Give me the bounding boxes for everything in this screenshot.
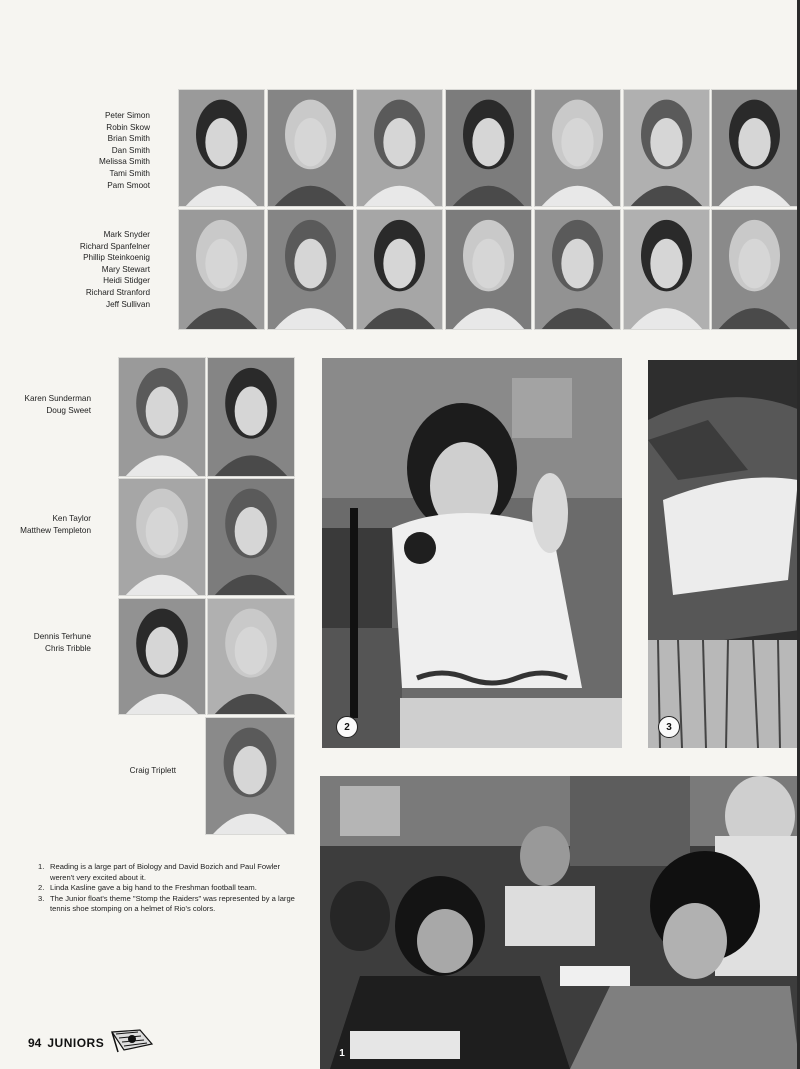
student-portrait [534,89,621,207]
caption-item: 1. Reading is a large part of Biology and David Bozich and Paul Fowler weren't very excited about it. [38,862,281,882]
student-portrait [356,89,443,207]
names-row-3 [25,393,91,416]
student-portrait [445,209,532,330]
photo-number-badge: 2 [336,716,358,738]
student-name: Ken Taylor [52,514,91,523]
photo-cheerleader [322,358,622,748]
student-portrait [178,89,265,207]
student-name: Matthew Templeton [20,525,91,535]
photo-float [648,360,800,748]
student-name: Mark Snyder [103,230,150,239]
student-name: Doug Sweet [46,405,91,415]
student-portrait [445,89,532,207]
student-portrait [711,89,798,207]
student-portrait [207,357,295,477]
photo-number-badge: 1 [339,1047,345,1059]
student-name: Phillip Steinkoenig [83,253,150,263]
photo-captions [38,862,306,915]
page-number: 94 [28,1035,42,1050]
names-row-5 [34,631,91,654]
student-name: Richard Stranford [85,287,150,297]
section-title: JUNIORS [47,1035,105,1050]
student-portrait [623,209,710,330]
student-name: Chris Tribble [45,643,91,653]
names-row-4 [20,513,91,536]
student-portrait [207,478,295,596]
student-name: Richard Spanfelner [79,241,150,251]
student-name: Peter Simon [104,111,150,120]
names-row-2 [80,229,150,310]
student-portrait [267,209,354,330]
student-name: Pam Smoot [107,180,150,190]
student-portrait [118,357,206,477]
student-portrait [118,598,206,715]
student-name: Dennis Terhune [33,632,91,641]
caption-item: 3. The Junior float's theme "Stomp the Raiders" was represented by a large tennis shoe stomping on a helmet of Rio's colors. [38,893,295,914]
names-row-6 [130,765,176,777]
student-name: Melissa Smith [99,157,150,167]
student-portrait [178,209,265,330]
photo-biology-class [320,776,800,1069]
caption-item: 2. Linda Kasline gave a big hand to the Freshman football team. [38,883,257,893]
student-portrait [205,717,295,835]
student-name: Tami Smith [109,168,150,178]
student-portrait [711,209,798,330]
student-portrait [118,478,206,596]
student-name: Brian Smith [107,134,150,144]
student-portrait [534,209,621,330]
student-name: Dan Smith [111,145,150,155]
student-portrait [356,209,443,330]
student-name: Mary Stewart [101,264,150,274]
names-row-1 [99,110,150,191]
student-portrait [267,89,354,207]
student-name: Karen Sunderman [24,394,91,403]
flag-emblem-icon [110,1028,154,1057]
student-name: Robin Skow [106,122,150,132]
student-portrait [623,89,710,207]
page-footer [28,1028,154,1057]
student-portrait [207,598,295,715]
photo-number-badge: 3 [658,716,680,738]
student-name: Jeff Sullivan [106,299,150,309]
student-name: Heidi Stidger [103,276,150,286]
student-name: Craig Triplett [129,766,176,775]
